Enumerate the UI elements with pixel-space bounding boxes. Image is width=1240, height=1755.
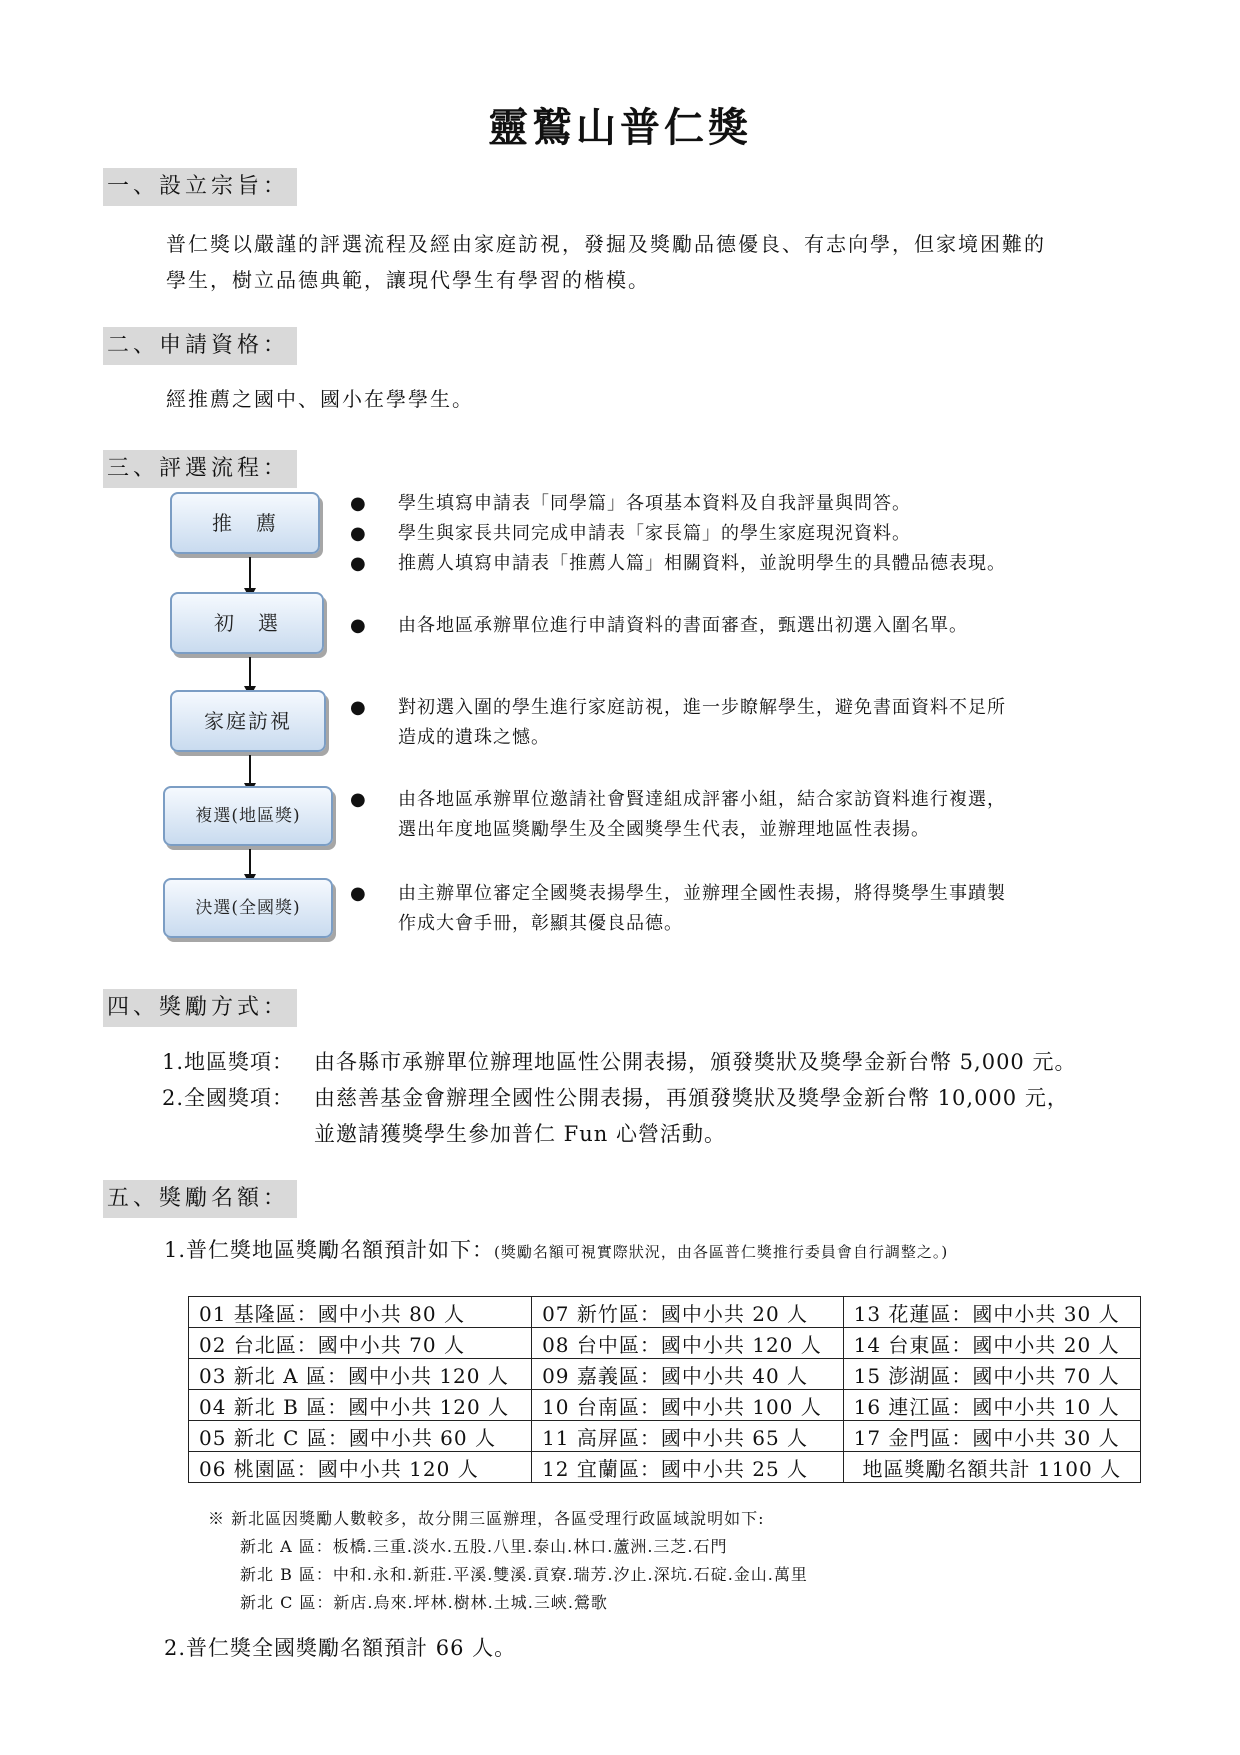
note-area-b: 新北 B 區：中和.永和.新莊.平溪.雙溪.貢寮.瑞芳.汐止.深坑.石碇.金山.萬里	[240, 1565, 808, 1584]
step-box-preliminary: 初 選	[170, 592, 324, 654]
note-area-c: 新北 C 區：新店.烏來.坪林.樹林.土城.三峽.鶯歌	[240, 1593, 608, 1612]
table-cell: 04 新北 B 區：國中小共 120 人	[189, 1390, 532, 1421]
step-box-recommend: 推 薦	[170, 492, 320, 554]
table-cell: 16 連江區：國中小共 10 人	[843, 1390, 1140, 1421]
note-area-a: 新北 A 區：板橋.三重.淡水.五股.八里.泰山.林口.蘆洲.三芝.石門	[240, 1537, 728, 1556]
bullet-icon: ●	[350, 697, 366, 718]
new-taipei-note	[208, 1505, 808, 1617]
table-row	[189, 1390, 1141, 1421]
bullet-icon: ●	[350, 615, 366, 636]
bullet-icon: ●	[350, 493, 366, 514]
award-national-label: 2.全國獎項：	[162, 1086, 295, 1110]
desc-line: 作成大會手冊，彰顯其優良品德。	[398, 913, 683, 934]
section-heading-awards: 四、獎勵方式：	[103, 989, 297, 1027]
note-heading: ※ 新北區因獎勵人數較多，故分開三區辦理，各區受理行政區域說明如下:	[208, 1509, 765, 1528]
table-cell: 05 新北 C 區：國中小共 60 人	[189, 1421, 532, 1452]
step-box-home-visit: 家庭訪視	[170, 690, 326, 752]
desc-line: 推薦人填寫申請表「推薦人篇」相關資料，並說明學生的具體品德表現。	[398, 553, 1006, 574]
table-cell: 01 基隆區：國中小共 80 人	[189, 1297, 532, 1328]
eligibility-text: 經推薦之國中、國小在學學生。	[166, 387, 474, 411]
page-title: 靈鷲山普仁獎	[488, 104, 752, 151]
section-heading-process: 三、評選流程：	[103, 450, 297, 488]
award-national-line-1: 由慈善基金會辦理全國性公開表揚，再頒發獎狀及獎學金新台幣 10,000 元，	[314, 1086, 1069, 1110]
step-desc-preliminary	[398, 611, 1138, 641]
bullet-icon: ●	[350, 553, 366, 574]
quota-intro	[164, 1232, 948, 1270]
table-cell: 10 台南區：國中小共 100 人	[532, 1390, 844, 1421]
purpose-paragraph	[166, 226, 1176, 298]
bullet-icon: ●	[350, 523, 366, 544]
bullet-icon: ●	[350, 789, 366, 810]
step-box-final-round: 決選(全國獎)	[163, 878, 333, 938]
award-national-line-2: 並邀請獲獎學生參加普仁 Fun 心營活動。	[314, 1122, 726, 1146]
national-quota: 2.普仁獎全國獎勵名額預計 66 人。	[164, 1636, 517, 1660]
table-cell: 06 桃園區：國中小共 120 人	[189, 1452, 532, 1483]
table-cell: 09 嘉義區：國中小共 40 人	[532, 1359, 844, 1390]
section-heading-purpose: 一、設立宗旨：	[103, 168, 297, 206]
award-regional-label: 1.地區獎項：	[162, 1050, 295, 1074]
step-desc-final-round	[398, 879, 1138, 939]
table-cell: 03 新北 A 區：國中小共 120 人	[189, 1359, 532, 1390]
table-row	[189, 1421, 1141, 1452]
award-regional	[162, 1044, 1194, 1080]
table-row	[189, 1297, 1141, 1328]
table-cell: 14 台東區：國中小共 20 人	[843, 1328, 1140, 1359]
table-row	[189, 1452, 1141, 1483]
table-cell: 15 澎湖區：國中小共 70 人	[843, 1359, 1140, 1390]
table-cell: 17 金門區：國中小共 30 人	[843, 1421, 1140, 1452]
regional-quota-table	[188, 1296, 1141, 1483]
purpose-line-1: 普仁獎以嚴謹的評選流程及經由家庭訪視，發掘及獎勵品德優良、有志向學，但家境困難的	[166, 232, 1046, 256]
section-heading-quota: 五、獎勵名額：	[103, 1180, 297, 1218]
table-cell: 02 台北區：國中小共 70 人	[189, 1328, 532, 1359]
step-desc-home-visit	[398, 693, 1138, 753]
table-row	[189, 1359, 1141, 1390]
table-cell: 11 高屏區：國中小共 65 人	[532, 1421, 844, 1452]
desc-line: 學生填寫申請表「同學篇」各項基本資料及自我評量與問答。	[398, 493, 911, 514]
table-cell: 08 台中區：國中小共 120 人	[532, 1328, 844, 1359]
table-row	[189, 1328, 1141, 1359]
desc-line: 造成的遺珠之憾。	[398, 727, 550, 748]
desc-line: 選出年度地區獎勵學生及全國獎學生代表，並辦理地區性表揚。	[398, 819, 930, 840]
desc-line: 由各地區承辦單位邀請社會賢達組成評審小組，結合家訪資料進行複選，	[398, 789, 1006, 810]
quota-intro-note: (獎勵名額可視實際狀況，由各區普仁獎推行委員會自行調整之。)	[494, 1243, 949, 1261]
connector-line	[249, 557, 251, 591]
desc-line: 由主辦單位審定全國獎表揚學生，並辦理全國性表揚，將得獎學生事蹟製	[398, 883, 1006, 904]
connector-line	[249, 755, 251, 786]
connector-line	[249, 657, 251, 689]
table-cell: 13 花蓮區：國中小共 30 人	[843, 1297, 1140, 1328]
section-heading-eligibility: 二、申請資格：	[103, 327, 297, 365]
quota-total-cell: 地區獎勵名額共計 1100 人	[843, 1452, 1140, 1483]
step-box-second-round: 複選(地區獎)	[163, 786, 333, 846]
award-national-text	[314, 1080, 1194, 1152]
step-desc-second-round	[398, 785, 1138, 845]
desc-line: 學生與家長共同完成申請表「家長篇」的學生家庭現況資料。	[398, 523, 911, 544]
award-regional-text: 由各縣市承辦單位辦理地區性公開表揚，頒發獎狀及獎學金新台幣 5,000 元。	[314, 1050, 1077, 1074]
award-national	[162, 1080, 1194, 1152]
quota-intro-text: 1.普仁獎地區獎勵名額預計如下：	[164, 1238, 495, 1262]
step-desc-recommend	[398, 489, 1138, 579]
table-cell: 12 宜蘭區：國中小共 25 人	[532, 1452, 844, 1483]
purpose-line-2: 學生，樹立品德典範，讓現代學生有學習的楷模。	[166, 268, 650, 292]
desc-line: 由各地區承辦單位進行申請資料的書面審查，甄選出初選入圍名單。	[398, 615, 968, 636]
connector-line	[249, 849, 251, 877]
bullet-icon: ●	[350, 883, 366, 904]
desc-line: 對初選入圍的學生進行家庭訪視，進一步瞭解學生，避免書面資料不足所	[398, 697, 1006, 718]
table-cell: 07 新竹區：國中小共 20 人	[532, 1297, 844, 1328]
